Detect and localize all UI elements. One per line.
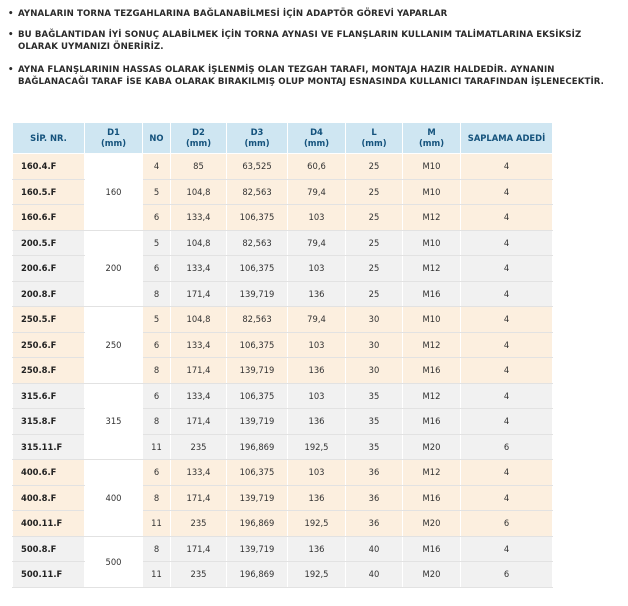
cell-d3: 139,719 bbox=[227, 358, 288, 384]
cell-d2: 104,8 bbox=[171, 179, 227, 205]
cell-m: M16 bbox=[403, 281, 461, 307]
note-item bbox=[8, 8, 620, 20]
notes-list bbox=[8, 8, 620, 99]
cell-no: 8 bbox=[143, 409, 171, 435]
cell-d2: 133,4 bbox=[171, 205, 227, 231]
cell-sip-nr: 400.8.F bbox=[13, 485, 85, 511]
cell-d4: 103 bbox=[288, 383, 346, 409]
cell-l: 25 bbox=[346, 179, 403, 205]
cell-d2: 133,4 bbox=[171, 332, 227, 358]
table-header-row bbox=[13, 123, 553, 154]
cell-d2: 235 bbox=[171, 562, 227, 588]
cell-sip-nr: 200.6.F bbox=[13, 256, 85, 282]
cell-l: 25 bbox=[346, 281, 403, 307]
cell-l: 35 bbox=[346, 434, 403, 460]
cell-d1: 500 bbox=[85, 536, 143, 587]
cell-m: M20 bbox=[403, 562, 461, 588]
cell-d4: 136 bbox=[288, 358, 346, 384]
cell-d4: 136 bbox=[288, 281, 346, 307]
cell-sip-nr: 315.8.F bbox=[13, 409, 85, 435]
cell-sip-nr: 400.6.F bbox=[13, 460, 85, 486]
cell-d3: 82,563 bbox=[227, 230, 288, 256]
cell-d4: 192,5 bbox=[288, 562, 346, 588]
cell-m: M10 bbox=[403, 154, 461, 180]
table-body bbox=[13, 154, 553, 588]
cell-sip-nr: 250.5.F bbox=[13, 307, 85, 333]
cell-no: 5 bbox=[143, 307, 171, 333]
header-saplama-adedi: SAPLAMA ADEDİ bbox=[461, 123, 553, 154]
header-m: M (mm) bbox=[403, 123, 461, 154]
cell-d2: 171,4 bbox=[171, 281, 227, 307]
cell-m: M10 bbox=[403, 307, 461, 333]
cell-m: M20 bbox=[403, 511, 461, 537]
cell-saplama: 4 bbox=[461, 383, 553, 409]
cell-d2: 85 bbox=[171, 154, 227, 180]
cell-d3: 196,869 bbox=[227, 511, 288, 537]
cell-d1: 400 bbox=[85, 460, 143, 537]
cell-d4: 192,5 bbox=[288, 511, 346, 537]
cell-d2: 171,4 bbox=[171, 409, 227, 435]
cell-no: 11 bbox=[143, 562, 171, 588]
cell-l: 35 bbox=[346, 409, 403, 435]
cell-sip-nr: 500.11.F bbox=[13, 562, 85, 588]
cell-m: M10 bbox=[403, 230, 461, 256]
cell-d4: 103 bbox=[288, 205, 346, 231]
cell-l: 25 bbox=[346, 154, 403, 180]
cell-d4: 103 bbox=[288, 332, 346, 358]
cell-no: 5 bbox=[143, 230, 171, 256]
cell-d4: 136 bbox=[288, 485, 346, 511]
cell-l: 25 bbox=[346, 205, 403, 231]
cell-d2: 171,4 bbox=[171, 485, 227, 511]
cell-d2: 104,8 bbox=[171, 230, 227, 256]
cell-no: 6 bbox=[143, 460, 171, 486]
cell-d2: 133,4 bbox=[171, 256, 227, 282]
cell-sip-nr: 160.5.F bbox=[13, 179, 85, 205]
note-item bbox=[8, 29, 620, 53]
cell-no: 11 bbox=[143, 511, 171, 537]
cell-m: M12 bbox=[403, 256, 461, 282]
cell-sip-nr: 200.8.F bbox=[13, 281, 85, 307]
note-text: BU BAĞLANTIDAN İYİ SONUÇ ALABİLMEK İÇİN TORNA AYNASI VE FLANŞLARIN KULLANIM TALİMATLARINA EKSİKSİZ OLARAK UYMANIZI ÖNERİRİZ. bbox=[18, 30, 582, 52]
cell-l: 35 bbox=[346, 383, 403, 409]
cell-m: M20 bbox=[403, 434, 461, 460]
cell-d4: 79,4 bbox=[288, 230, 346, 256]
cell-d3: 139,719 bbox=[227, 281, 288, 307]
cell-d1: 315 bbox=[85, 383, 143, 460]
table-row bbox=[13, 307, 553, 333]
cell-saplama: 4 bbox=[461, 409, 553, 435]
cell-m: M12 bbox=[403, 460, 461, 486]
cell-d3: 196,869 bbox=[227, 434, 288, 460]
cell-d3: 106,375 bbox=[227, 256, 288, 282]
cell-m: M10 bbox=[403, 179, 461, 205]
cell-d3: 139,719 bbox=[227, 536, 288, 562]
cell-sip-nr: 200.5.F bbox=[13, 230, 85, 256]
cell-no: 6 bbox=[143, 205, 171, 231]
cell-saplama: 4 bbox=[461, 230, 553, 256]
cell-m: M12 bbox=[403, 383, 461, 409]
bullet: • bbox=[8, 30, 14, 40]
header-d2: D2 (mm) bbox=[171, 123, 227, 154]
cell-d3: 139,719 bbox=[227, 485, 288, 511]
cell-d4: 79,4 bbox=[288, 179, 346, 205]
table-row bbox=[13, 460, 553, 486]
cell-sip-nr: 315.11.F bbox=[13, 434, 85, 460]
cell-sip-nr: 400.11.F bbox=[13, 511, 85, 537]
cell-no: 8 bbox=[143, 281, 171, 307]
cell-l: 40 bbox=[346, 536, 403, 562]
cell-sip-nr: 160.4.F bbox=[13, 154, 85, 180]
cell-d4: 136 bbox=[288, 409, 346, 435]
cell-d4: 60,6 bbox=[288, 154, 346, 180]
header-d3: D3 (mm) bbox=[227, 123, 288, 154]
cell-d3: 106,375 bbox=[227, 205, 288, 231]
cell-d2: 235 bbox=[171, 434, 227, 460]
cell-d4: 103 bbox=[288, 256, 346, 282]
bullet: • bbox=[8, 9, 14, 19]
cell-d2: 133,4 bbox=[171, 383, 227, 409]
cell-saplama: 6 bbox=[461, 511, 553, 537]
cell-sip-nr: 500.8.F bbox=[13, 536, 85, 562]
cell-d4: 136 bbox=[288, 536, 346, 562]
note-text: AYNA FLANŞLARININ HASSAS OLARAK İŞLENMİŞ OLAN TEZGAH TARAFI, MONTAJA HAZIR HALDEDİR. AYNANIN BAĞLANACAĞI TARAF İSE KABA OLARAK BIRAKILMIŞ OLUP MONTAJ ESNASINDA KULLANICI TARAFINDAN İŞLENECEKTİR. bbox=[18, 65, 605, 87]
cell-saplama: 4 bbox=[461, 256, 553, 282]
cell-d4: 79,4 bbox=[288, 307, 346, 333]
cell-d2: 235 bbox=[171, 511, 227, 537]
header-sip-nr: SİP. NR. bbox=[13, 123, 85, 154]
cell-no: 8 bbox=[143, 536, 171, 562]
cell-saplama: 4 bbox=[461, 460, 553, 486]
cell-l: 25 bbox=[346, 256, 403, 282]
cell-d1: 160 bbox=[85, 154, 143, 231]
cell-no: 5 bbox=[143, 179, 171, 205]
note-item bbox=[8, 64, 620, 88]
cell-d3: 63,525 bbox=[227, 154, 288, 180]
cell-d2: 171,4 bbox=[171, 536, 227, 562]
cell-saplama: 4 bbox=[461, 536, 553, 562]
header-no: NO bbox=[143, 123, 171, 154]
cell-d3: 82,563 bbox=[227, 307, 288, 333]
cell-d3: 82,563 bbox=[227, 179, 288, 205]
cell-no: 6 bbox=[143, 256, 171, 282]
cell-saplama: 6 bbox=[461, 434, 553, 460]
cell-saplama: 4 bbox=[461, 332, 553, 358]
cell-saplama: 4 bbox=[461, 281, 553, 307]
cell-saplama: 4 bbox=[461, 205, 553, 231]
flange-spec-table bbox=[12, 122, 553, 588]
cell-no: 8 bbox=[143, 485, 171, 511]
header-d4: D4 (mm) bbox=[288, 123, 346, 154]
cell-m: M12 bbox=[403, 332, 461, 358]
cell-no: 4 bbox=[143, 154, 171, 180]
cell-no: 8 bbox=[143, 358, 171, 384]
cell-d3: 196,869 bbox=[227, 562, 288, 588]
cell-d3: 106,375 bbox=[227, 460, 288, 486]
cell-d4: 103 bbox=[288, 460, 346, 486]
cell-m: M16 bbox=[403, 536, 461, 562]
cell-l: 30 bbox=[346, 358, 403, 384]
cell-d1: 200 bbox=[85, 230, 143, 307]
cell-saplama: 4 bbox=[461, 307, 553, 333]
cell-m: M16 bbox=[403, 485, 461, 511]
cell-l: 40 bbox=[346, 562, 403, 588]
cell-sip-nr: 315.6.F bbox=[13, 383, 85, 409]
note-text: AYNALARIN TORNA TEZGAHLARINA BAĞLANABİLMESİ İÇİN ADAPTÖR GÖREVİ YAPARLAR bbox=[18, 9, 448, 19]
cell-d2: 133,4 bbox=[171, 460, 227, 486]
cell-d4: 192,5 bbox=[288, 434, 346, 460]
cell-d3: 106,375 bbox=[227, 332, 288, 358]
cell-sip-nr: 160.6.F bbox=[13, 205, 85, 231]
table-row bbox=[13, 154, 553, 180]
table-row bbox=[13, 536, 553, 562]
cell-no: 6 bbox=[143, 383, 171, 409]
cell-m: M12 bbox=[403, 205, 461, 231]
cell-d2: 171,4 bbox=[171, 358, 227, 384]
cell-sip-nr: 250.8.F bbox=[13, 358, 85, 384]
cell-m: M16 bbox=[403, 358, 461, 384]
cell-l: 36 bbox=[346, 485, 403, 511]
cell-sip-nr: 250.6.F bbox=[13, 332, 85, 358]
cell-no: 6 bbox=[143, 332, 171, 358]
cell-saplama: 4 bbox=[461, 358, 553, 384]
cell-saplama: 4 bbox=[461, 485, 553, 511]
cell-d2: 104,8 bbox=[171, 307, 227, 333]
cell-d3: 106,375 bbox=[227, 383, 288, 409]
cell-l: 30 bbox=[346, 307, 403, 333]
cell-l: 36 bbox=[346, 511, 403, 537]
cell-saplama: 6 bbox=[461, 562, 553, 588]
header-d1: D1 (mm) bbox=[85, 123, 143, 154]
table-row bbox=[13, 230, 553, 256]
cell-no: 11 bbox=[143, 434, 171, 460]
cell-l: 30 bbox=[346, 332, 403, 358]
table-row bbox=[13, 383, 553, 409]
header-l: L (mm) bbox=[346, 123, 403, 154]
cell-m: M16 bbox=[403, 409, 461, 435]
cell-d3: 139,719 bbox=[227, 409, 288, 435]
cell-d1: 250 bbox=[85, 307, 143, 384]
cell-l: 36 bbox=[346, 460, 403, 486]
cell-l: 25 bbox=[346, 230, 403, 256]
cell-saplama: 4 bbox=[461, 179, 553, 205]
bullet: • bbox=[8, 65, 14, 75]
cell-saplama: 4 bbox=[461, 154, 553, 180]
